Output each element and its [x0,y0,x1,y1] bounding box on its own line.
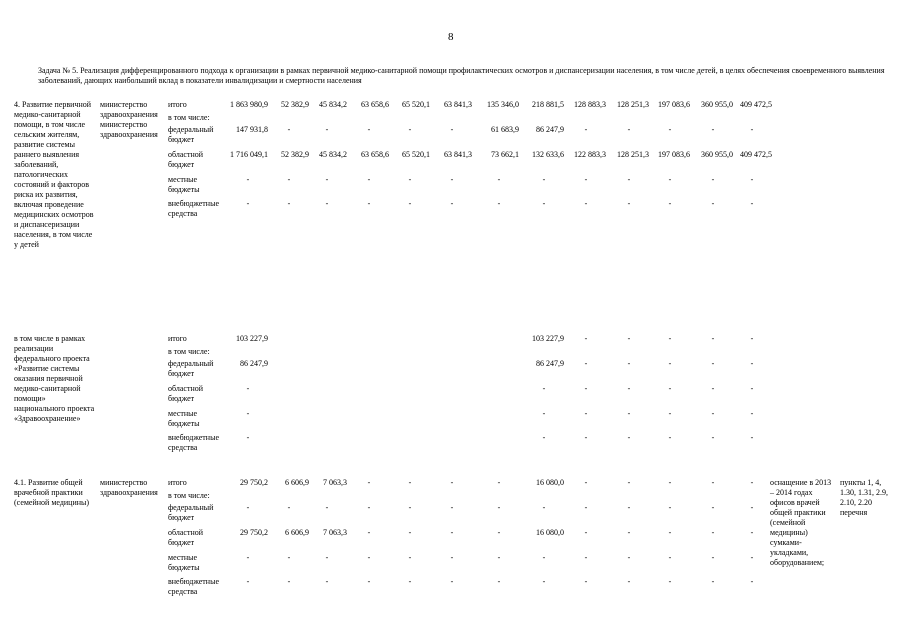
amount-cell: 29 750,2 [240,478,268,487]
amount-cell: - [668,175,672,184]
amount-cell: - [711,125,715,134]
amount-cell: 7 063,3 [323,528,347,537]
amount-cell: - [325,199,329,208]
amount-cell: - [450,125,454,134]
section-name: 4. Развитие первичной медико-санитарной помощи, в том числе сельским жителям, развитие системы раннего выявления заболеваний, патологических состояний и факторов риска их развития, включая проведение медицинских осмотров и диспансеризации населения, в том числе у детей [14,100,94,249]
amount-cell: 6 606,9 [285,528,309,537]
amount-cell: 63 841,3 [444,150,472,159]
amount-cell: 128 883,3 [574,100,606,109]
amount-cell: 360 955,0 [701,100,733,109]
amount-cell: 63 658,6 [361,100,389,109]
amount-cell: - [408,503,412,512]
amount-cell: - [497,175,501,184]
funding-source: федеральный бюджет [168,503,214,522]
amount-cell: - [750,528,754,537]
amount-cell: - [367,577,371,586]
amount-cell: - [542,409,546,418]
amount-cell: - [367,125,371,134]
amount-cell: - [450,199,454,208]
amount-cell: - [750,553,754,562]
amount-cell: - [627,528,631,537]
amount-cell: - [246,199,250,208]
amount-cell: - [584,384,588,393]
amount-cell: - [584,359,588,368]
amount-cell: - [711,433,715,442]
amount-cell: - [497,528,501,537]
result-cell: оснащение в 2013 – 2014 годах офисов врачей общей практики (семейной медицины) сумками-укладками, оборудованием; [770,478,832,567]
amount-cell: - [287,503,291,512]
amount-cell: - [408,175,412,184]
amount-cell: - [711,553,715,562]
amount-cell: - [497,577,501,586]
amount-cell: - [450,175,454,184]
amount-cell: - [584,199,588,208]
amount-cell: - [367,199,371,208]
amount-cell: - [287,125,291,134]
amount-cell: - [711,359,715,368]
amount-cell: - [542,384,546,393]
amount-cell: 103 227,9 [532,334,564,343]
amount-cell: - [750,359,754,368]
section-name: 4.1. Развитие общей врачебной практики (семейной медицины) [14,478,90,507]
amount-cell: - [750,199,754,208]
amount-cell: - [750,577,754,586]
amount-cell: 218 881,5 [532,100,564,109]
amount-cell: - [750,409,754,418]
amount-cell: - [450,478,454,487]
amount-cell: 197 083,6 [658,100,690,109]
amount-cell: - [711,199,715,208]
amount-cell: - [711,478,715,487]
amount-cell: - [627,334,631,343]
amount-cell: 122 883,3 [574,150,606,159]
amount-cell: - [711,384,715,393]
funding-source: областной бюджет [168,150,204,169]
amount-cell: - [668,359,672,368]
amount-cell: - [542,553,546,562]
funding-source: федеральный бюджет [168,125,214,144]
amount-cell: 360 955,0 [701,150,733,159]
amount-cell: 409 472,5 [740,100,772,109]
amount-cell: - [367,553,371,562]
amount-cell: - [367,175,371,184]
amount-cell: - [627,553,631,562]
amount-cell: - [668,433,672,442]
amount-cell: - [668,125,672,134]
amount-cell: 16 080,0 [536,478,564,487]
amount-cell: - [246,577,250,586]
amount-cell: 29 750,2 [240,528,268,537]
executor-cell: министерство здравоохранения министерство здравоохранения [100,100,158,139]
amount-cell: 45 834,2 [319,150,347,159]
amount-cell: - [627,384,631,393]
amount-cell: 7 063,3 [323,478,347,487]
amount-cell: - [325,503,329,512]
amount-cell: 103 227,9 [236,334,268,343]
amount-cell: 86 247,9 [240,359,268,368]
amount-cell: - [246,433,250,442]
amount-cell: - [408,125,412,134]
amount-cell: - [668,334,672,343]
amount-cell: - [450,503,454,512]
amount-cell: - [627,359,631,368]
amount-cell: - [584,125,588,134]
amount-cell: - [497,503,501,512]
amount-cell: - [584,528,588,537]
funding-source: областной бюджет [168,384,204,403]
amount-cell: 409 472,5 [740,150,772,159]
amount-cell: 52 382,9 [281,150,309,159]
amount-cell: 128 251,3 [617,100,649,109]
amount-cell: - [711,334,715,343]
funding-source: итого [168,100,187,109]
amount-cell: - [367,503,371,512]
amount-cell: - [584,409,588,418]
amount-cell: - [627,433,631,442]
amount-cell: 63 658,6 [361,150,389,159]
amount-cell: - [750,433,754,442]
funding-source: внебюджетные средства [168,433,219,452]
amount-cell: - [542,503,546,512]
amount-cell: - [627,503,631,512]
amount-cell: - [711,409,715,418]
amount-cell: 63 841,3 [444,100,472,109]
amount-cell: - [584,503,588,512]
amount-cell: 1 863 980,9 [230,100,268,109]
amount-cell: - [750,175,754,184]
amount-cell: - [627,199,631,208]
amount-cell: - [668,384,672,393]
funding-source: внебюджетные средства [168,577,219,596]
funding-source: итого [168,334,187,343]
amount-cell: - [542,433,546,442]
amount-cell: - [750,334,754,343]
funding-source: в том числе: [168,113,210,122]
funding-source: федеральный бюджет [168,359,214,378]
amount-cell: - [408,528,412,537]
funding-source: внебюджетные средства [168,199,219,218]
amount-cell: 65 520,1 [402,100,430,109]
links-cell: пункты 1, 4, 1.30, 1.31, 2.9, 2.10, 2.20 перечня [840,478,888,517]
amount-cell: 132 633,6 [532,150,564,159]
funding-source: в том числе: [168,491,210,500]
amount-cell: - [450,528,454,537]
amount-cell: - [750,384,754,393]
amount-cell: 86 247,9 [536,125,564,134]
amount-cell: - [750,125,754,134]
amount-cell: - [287,553,291,562]
amount-cell: - [668,553,672,562]
amount-cell: 6 606,9 [285,478,309,487]
amount-cell: - [542,199,546,208]
amount-cell: - [668,577,672,586]
amount-cell: - [367,478,371,487]
page-number: 8 [448,31,454,43]
amount-cell: - [627,478,631,487]
funding-source: местные бюджеты [168,409,200,428]
amount-cell: - [668,528,672,537]
amount-cell: - [542,175,546,184]
amount-cell: - [542,577,546,586]
amount-cell: - [627,409,631,418]
amount-cell: - [584,478,588,487]
amount-cell: 45 834,2 [319,100,347,109]
amount-cell: - [627,577,631,586]
amount-cell: - [627,175,631,184]
amount-cell: - [584,577,588,586]
amount-cell: - [367,528,371,537]
amount-cell: - [450,577,454,586]
amount-cell: - [408,478,412,487]
amount-cell: - [711,577,715,586]
amount-cell: 1 716 049,1 [230,150,268,159]
funding-source: итого [168,478,187,487]
amount-cell: - [287,199,291,208]
amount-cell: - [711,175,715,184]
funding-source: областной бюджет [168,528,204,547]
amount-cell: - [325,125,329,134]
amount-cell: 197 083,6 [658,150,690,159]
amount-cell: - [246,175,250,184]
amount-cell: - [246,553,250,562]
amount-cell: - [750,503,754,512]
funding-source: в том числе: [168,347,210,356]
amount-cell: - [246,503,250,512]
amount-cell: - [408,553,412,562]
amount-cell: - [668,503,672,512]
amount-cell: - [450,553,454,562]
amount-cell: 65 520,1 [402,150,430,159]
amount-cell: - [668,199,672,208]
amount-cell: 61 683,9 [491,125,519,134]
amount-cell: 147 931,8 [236,125,268,134]
amount-cell: 135 346,0 [487,100,519,109]
amount-cell: - [668,478,672,487]
amount-cell: - [584,553,588,562]
amount-cell: - [750,478,754,487]
amount-cell: - [325,553,329,562]
amount-cell: - [287,175,291,184]
amount-cell: - [497,553,501,562]
amount-cell: 52 382,9 [281,100,309,109]
funding-source: местные бюджеты [168,175,200,194]
amount-cell: - [246,384,250,393]
amount-cell: - [584,433,588,442]
amount-cell: - [497,478,501,487]
amount-cell: - [408,199,412,208]
amount-cell: - [584,334,588,343]
section-name: в том числе в рамках реализации федерального проекта «Развитие системы оказания первичной медико-санитарной помощи» национального проекта «Здравоохранение» [14,334,95,423]
amount-cell: - [246,409,250,418]
amount-cell: 73 662,1 [491,150,519,159]
amount-cell: - [408,577,412,586]
amount-cell: - [325,577,329,586]
amount-cell: - [668,409,672,418]
task-title: Задача № 5. Реализация дифференцированного подхода к организации в рамках первичной медико-санитарной помощи профилактических осмотров и диспансеризации населения, в том числе детей, в целях обеспечения своевременного выявления заболеваний, дающих наибольший вклад в показатели инвалидизации и смертности населения [38,66,885,85]
amount-cell: 86 247,9 [536,359,564,368]
amount-cell: - [325,175,329,184]
amount-cell: - [584,175,588,184]
amount-cell: - [711,528,715,537]
funding-source: местные бюджеты [168,553,200,572]
amount-cell: - [287,577,291,586]
amount-cell: - [711,503,715,512]
amount-cell: - [627,125,631,134]
amount-cell: 16 080,0 [536,528,564,537]
amount-cell: - [497,199,501,208]
executor-cell: министерство здравоохранения [100,478,158,497]
amount-cell: 128 251,3 [617,150,649,159]
